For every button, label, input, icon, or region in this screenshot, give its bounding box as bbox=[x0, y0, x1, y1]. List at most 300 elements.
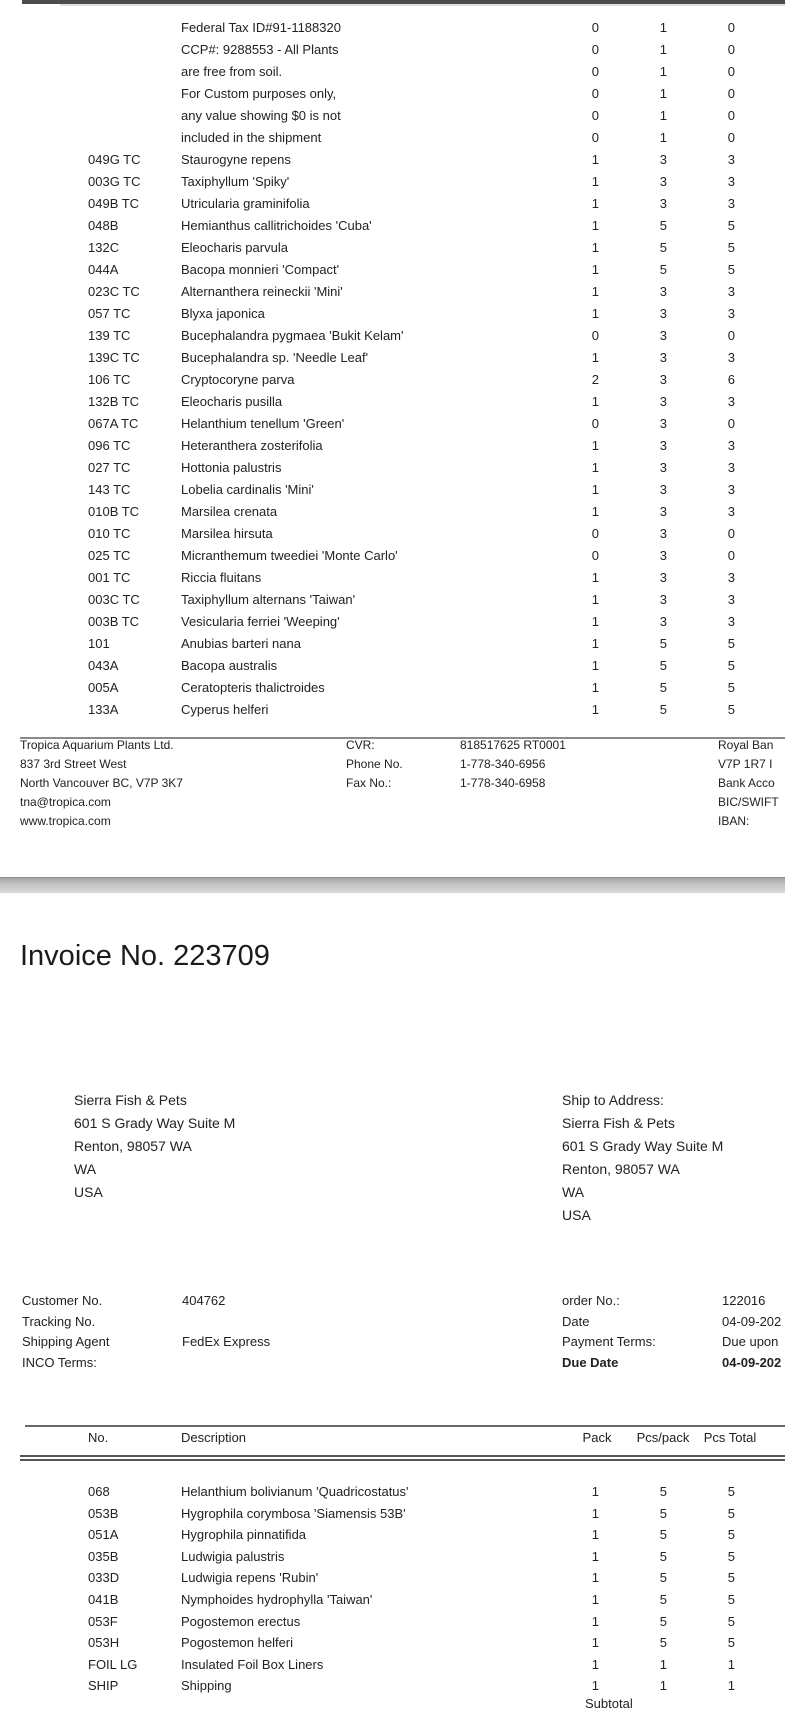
field-value: 1-778-340-6956 bbox=[460, 757, 546, 771]
item-pcs-total: 5 bbox=[727, 636, 735, 651]
item-description: Hygrophila corymbosa 'Siamensis 53B' bbox=[181, 1505, 406, 1521]
table-row bbox=[0, 501, 785, 523]
field-value: Due upon bbox=[722, 1334, 779, 1350]
item-description: Hemianthus callitrichoides 'Cuba' bbox=[181, 218, 372, 233]
item-description: Marsilea crenata bbox=[181, 504, 278, 519]
item-pack: 0 bbox=[591, 130, 599, 145]
item-pack: 1 bbox=[591, 1570, 599, 1586]
item-description: Ceratopteris thalictroides bbox=[181, 680, 325, 695]
item-pcs-total: 5 bbox=[727, 1527, 735, 1543]
item-code: 041B bbox=[88, 1591, 119, 1607]
item-description: Bacopa monnieri 'Compact' bbox=[181, 262, 340, 277]
item-description: Ludwigia palustris bbox=[181, 1548, 285, 1564]
item-pcs-per-pack: 3 bbox=[659, 526, 667, 541]
item-pcs-per-pack: 5 bbox=[659, 1635, 667, 1651]
item-pack: 2 bbox=[591, 372, 599, 387]
field-label: Fax No.: bbox=[346, 776, 392, 790]
item-pcs-per-pack: 3 bbox=[659, 196, 667, 211]
item-description: Cyperus helferi bbox=[181, 702, 269, 717]
table-row bbox=[0, 1546, 785, 1568]
order-info-row bbox=[562, 1291, 766, 1312]
item-pcs-per-pack: 5 bbox=[659, 262, 667, 277]
field-label: Tracking No. bbox=[22, 1313, 96, 1329]
item-description: Heteranthera zosterifolia bbox=[181, 438, 323, 453]
bill-to-line: 601 S Grady Way Suite M bbox=[74, 1115, 236, 1131]
item-pcs-per-pack: 3 bbox=[659, 416, 667, 431]
item-code: 051A bbox=[88, 1527, 119, 1543]
page-separator-band bbox=[0, 877, 785, 893]
items-table-page1 bbox=[0, 17, 785, 721]
item-pcs-per-pack: 3 bbox=[659, 328, 667, 343]
table-row bbox=[0, 1632, 785, 1654]
bill-to-line: WA bbox=[74, 1161, 97, 1177]
item-description: are free from soil. bbox=[181, 64, 283, 79]
table-row bbox=[0, 523, 785, 545]
item-pcs-total: 1 bbox=[727, 1678, 735, 1694]
field-label: Due Date bbox=[562, 1355, 619, 1371]
item-pcs-per-pack: 5 bbox=[659, 1548, 667, 1564]
item-description: Pogostemon helferi bbox=[181, 1635, 294, 1651]
item-pack: 1 bbox=[591, 438, 599, 453]
ship-to-line: Renton, 98057 WA bbox=[562, 1161, 680, 1177]
table-row bbox=[0, 61, 785, 83]
item-pack: 0 bbox=[591, 548, 599, 563]
footer-company-line: 837 3rd Street West bbox=[20, 757, 127, 771]
header-pcs-total: Pcs Total bbox=[703, 1430, 757, 1445]
table-row bbox=[0, 83, 785, 105]
item-description: Cryptocoryne parva bbox=[181, 372, 295, 387]
item-pack: 1 bbox=[591, 262, 599, 277]
item-pack: 0 bbox=[591, 42, 599, 57]
table-row bbox=[0, 369, 785, 391]
item-pack: 0 bbox=[591, 328, 599, 343]
item-description: Staurogyne repens bbox=[181, 152, 291, 167]
item-pcs-total: 1 bbox=[727, 1656, 735, 1672]
item-pcs-per-pack: 3 bbox=[659, 306, 667, 321]
item-pcs-total: 0 bbox=[727, 20, 735, 35]
item-pcs-total: 0 bbox=[727, 548, 735, 563]
item-code: 025 TC bbox=[88, 548, 131, 563]
item-pcs-per-pack: 5 bbox=[659, 1505, 667, 1521]
field-label: Shipping Agent bbox=[22, 1334, 110, 1350]
footer-contact-row bbox=[346, 736, 566, 755]
item-code: 003G TC bbox=[88, 174, 141, 189]
item-pcs-total: 3 bbox=[727, 460, 735, 475]
item-code: 048B bbox=[88, 218, 119, 233]
item-description: Bucephalandra sp. 'Needle Leaf' bbox=[181, 350, 369, 365]
item-description: Vesicularia ferriei 'Weeping' bbox=[181, 614, 340, 629]
item-description: Insulated Foil Box Liners bbox=[181, 1656, 324, 1672]
header-pack: Pack bbox=[582, 1430, 612, 1445]
item-description: any value showing $0 is not bbox=[181, 108, 341, 123]
footer-company-line: North Vancouver BC, V7P 3K7 bbox=[20, 776, 183, 790]
item-pcs-per-pack: 5 bbox=[659, 702, 667, 717]
item-code: 133A bbox=[88, 702, 119, 717]
table-row bbox=[0, 215, 785, 237]
field-label: Payment Terms: bbox=[562, 1334, 656, 1350]
item-description: Marsilea hirsuta bbox=[181, 526, 273, 541]
ship-to-line: Ship to Address: bbox=[562, 1092, 664, 1108]
table-row bbox=[0, 105, 785, 127]
item-description: Alternanthera reineckii 'Mini' bbox=[181, 284, 343, 299]
item-description: Hygrophila pinnatifida bbox=[181, 1527, 307, 1543]
footer-contact-row bbox=[346, 774, 546, 793]
item-pack: 1 bbox=[591, 240, 599, 255]
item-pcs-per-pack: 5 bbox=[659, 680, 667, 695]
table-row bbox=[0, 1654, 785, 1676]
item-code: 139C TC bbox=[88, 350, 140, 365]
order-info-row bbox=[22, 1291, 226, 1312]
table-row bbox=[0, 699, 785, 721]
table-row bbox=[0, 1675, 785, 1697]
order-info-row bbox=[22, 1353, 109, 1374]
item-code: 035B bbox=[88, 1548, 119, 1564]
subtotal-label: Subtotal bbox=[585, 1696, 633, 1711]
item-pack: 0 bbox=[591, 416, 599, 431]
table-row bbox=[0, 677, 785, 699]
field-value: 818517625 RT0001 bbox=[460, 738, 566, 752]
table-row bbox=[0, 633, 785, 655]
item-code: 010B TC bbox=[88, 504, 140, 519]
table-row bbox=[0, 1611, 785, 1633]
footer-bank-block bbox=[718, 736, 779, 831]
item-pcs-per-pack: 5 bbox=[659, 240, 667, 255]
items-table-header bbox=[0, 1427, 785, 1449]
item-pack: 1 bbox=[591, 1505, 599, 1521]
item-pack: 0 bbox=[591, 108, 599, 123]
item-pcs-per-pack: 5 bbox=[659, 1591, 667, 1607]
item-pcs-total: 3 bbox=[727, 284, 735, 299]
table-row bbox=[0, 237, 785, 259]
item-description: Lobelia cardinalis 'Mini' bbox=[181, 482, 314, 497]
item-pcs-per-pack: 5 bbox=[659, 1570, 667, 1586]
item-pcs-total: 3 bbox=[727, 614, 735, 629]
footer-bank-line: Royal Ban bbox=[718, 738, 774, 752]
bill-to-line: Sierra Fish & Pets bbox=[74, 1092, 187, 1108]
footer-bank-line: BIC/SWIFT bbox=[718, 795, 779, 809]
table-row bbox=[0, 1481, 785, 1503]
field-value: 1-778-340-6958 bbox=[460, 776, 546, 790]
item-pcs-per-pack: 1 bbox=[659, 86, 667, 101]
item-pcs-per-pack: 3 bbox=[659, 482, 667, 497]
table-row bbox=[0, 193, 785, 215]
table-row bbox=[0, 1589, 785, 1611]
table-row bbox=[0, 567, 785, 589]
item-pack: 1 bbox=[591, 1527, 599, 1543]
item-code: 053H bbox=[88, 1635, 120, 1651]
footer-company-line: tna@tropica.com bbox=[20, 795, 111, 809]
item-pcs-per-pack: 3 bbox=[659, 372, 667, 387]
order-info-row bbox=[562, 1332, 779, 1353]
item-code: 044A bbox=[88, 262, 119, 277]
item-pack: 1 bbox=[591, 1656, 599, 1672]
ship-to-line: Sierra Fish & Pets bbox=[562, 1115, 675, 1131]
item-pcs-per-pack: 3 bbox=[659, 394, 667, 409]
item-code: 057 TC bbox=[88, 306, 131, 321]
item-pcs-total: 5 bbox=[727, 1548, 735, 1564]
field-value: 122016 bbox=[722, 1293, 766, 1308]
item-code: 132B TC bbox=[88, 394, 140, 409]
table-row bbox=[0, 611, 785, 633]
item-pack: 0 bbox=[591, 526, 599, 541]
table-row bbox=[0, 545, 785, 567]
item-pcs-total: 5 bbox=[727, 1635, 735, 1651]
item-code: 005A bbox=[88, 680, 119, 695]
item-description: Blyxa japonica bbox=[181, 306, 265, 321]
item-description: Riccia fluitans bbox=[181, 570, 262, 585]
table-row bbox=[0, 435, 785, 457]
order-info-row bbox=[22, 1312, 109, 1333]
item-description: Federal Tax ID#91-1188320 bbox=[181, 20, 341, 35]
item-pcs-per-pack: 3 bbox=[659, 504, 667, 519]
field-label: Phone No. bbox=[346, 757, 403, 771]
table-row bbox=[0, 171, 785, 193]
field-value: FedEx Express bbox=[182, 1334, 271, 1350]
table-row bbox=[0, 391, 785, 413]
footer-bank-line: IBAN: bbox=[718, 814, 750, 828]
item-code: 053F bbox=[88, 1613, 118, 1629]
item-description: CCP#: 9288553 - All Plants bbox=[181, 42, 339, 57]
item-pcs-total: 0 bbox=[727, 416, 735, 431]
item-pcs-total: 0 bbox=[727, 42, 735, 57]
item-pcs-per-pack: 3 bbox=[659, 592, 667, 607]
item-pcs-total: 3 bbox=[727, 482, 735, 497]
item-pcs-total: 5 bbox=[727, 218, 735, 233]
item-code: 003C TC bbox=[88, 592, 140, 607]
order-info-right bbox=[562, 1291, 782, 1374]
table-row bbox=[0, 1567, 785, 1589]
item-pack: 0 bbox=[591, 20, 599, 35]
table-row bbox=[0, 1524, 785, 1546]
item-code: 023C TC bbox=[88, 284, 140, 299]
table-row bbox=[0, 589, 785, 611]
item-pcs-per-pack: 1 bbox=[659, 64, 667, 79]
table-row bbox=[0, 259, 785, 281]
item-description: Helanthium tenellum 'Green' bbox=[181, 416, 345, 431]
item-pcs-total: 0 bbox=[727, 526, 735, 541]
bill-to-line: USA bbox=[74, 1184, 103, 1200]
field-value: 04-09-202 bbox=[722, 1355, 782, 1371]
item-pack: 1 bbox=[591, 592, 599, 607]
ship-to-address bbox=[562, 1089, 723, 1227]
item-pcs-per-pack: 3 bbox=[659, 548, 667, 563]
item-pack: 1 bbox=[591, 680, 599, 695]
table-row bbox=[0, 479, 785, 501]
item-pack: 1 bbox=[591, 1591, 599, 1607]
item-description: Bacopa australis bbox=[181, 658, 278, 673]
header-double-rule-top bbox=[20, 1455, 785, 1457]
field-label: Customer No. bbox=[22, 1293, 103, 1308]
ship-to-line: 601 S Grady Way Suite M bbox=[562, 1138, 724, 1154]
footer-bank-line: Bank Acco bbox=[718, 776, 775, 790]
item-pack: 1 bbox=[591, 196, 599, 211]
item-pcs-per-pack: 5 bbox=[659, 1527, 667, 1543]
item-pack: 1 bbox=[591, 1548, 599, 1564]
item-code: 132C bbox=[88, 240, 120, 255]
item-pcs-total: 5 bbox=[727, 680, 735, 695]
item-pcs-total: 5 bbox=[727, 1591, 735, 1607]
items-table-page2 bbox=[0, 1481, 785, 1697]
item-pack: 1 bbox=[591, 306, 599, 321]
ship-to-line: USA bbox=[562, 1207, 591, 1223]
table-row bbox=[0, 325, 785, 347]
item-description: Pogostemon erectus bbox=[181, 1613, 301, 1629]
field-label: CVR: bbox=[346, 738, 375, 752]
item-pcs-per-pack: 3 bbox=[659, 284, 667, 299]
item-pcs-total: 0 bbox=[727, 328, 735, 343]
item-pcs-total: 3 bbox=[727, 438, 735, 453]
item-description: Hottonia palustris bbox=[181, 460, 282, 475]
item-pcs-total: 3 bbox=[727, 174, 735, 189]
item-pack: 1 bbox=[591, 702, 599, 717]
item-pcs-per-pack: 1 bbox=[659, 1656, 667, 1672]
item-description: Taxiphyllum 'Spiky' bbox=[181, 174, 290, 189]
item-description: Eleocharis parvula bbox=[181, 240, 288, 255]
item-pcs-per-pack: 1 bbox=[659, 130, 667, 145]
item-pack: 1 bbox=[591, 504, 599, 519]
order-info-row bbox=[562, 1353, 782, 1374]
field-value: 404762 bbox=[182, 1293, 226, 1308]
field-label: order No.: bbox=[562, 1293, 620, 1308]
bill-to-line: Renton, 98057 WA bbox=[74, 1138, 192, 1154]
item-description: included in the shipment bbox=[181, 130, 322, 145]
item-pcs-total: 5 bbox=[727, 1505, 735, 1521]
item-pack: 0 bbox=[591, 86, 599, 101]
table-row bbox=[0, 1503, 785, 1525]
item-pcs-total: 3 bbox=[727, 394, 735, 409]
item-pack: 1 bbox=[591, 350, 599, 365]
item-pcs-total: 5 bbox=[727, 658, 735, 673]
item-pcs-total: 3 bbox=[727, 570, 735, 585]
bill-to-address bbox=[74, 1089, 235, 1204]
item-code: 049G TC bbox=[88, 152, 141, 167]
item-description: Ludwigia repens 'Rubin' bbox=[181, 1570, 319, 1586]
item-pcs-per-pack: 5 bbox=[659, 1613, 667, 1629]
table-row bbox=[0, 281, 785, 303]
field-value: 04-09-202 bbox=[722, 1313, 782, 1329]
item-pack: 1 bbox=[591, 570, 599, 585]
footer-bank-line: V7P 1R7 I bbox=[718, 757, 773, 771]
item-code: 027 TC bbox=[88, 460, 131, 475]
ship-to-line: WA bbox=[562, 1184, 585, 1200]
order-info-row bbox=[562, 1312, 782, 1333]
item-pcs-per-pack: 5 bbox=[659, 658, 667, 673]
item-pcs-total: 3 bbox=[727, 592, 735, 607]
item-pcs-per-pack: 5 bbox=[659, 218, 667, 233]
item-pack: 1 bbox=[591, 284, 599, 299]
item-pack: 1 bbox=[591, 1635, 599, 1651]
header-no: No. bbox=[88, 1430, 109, 1445]
order-info-row bbox=[22, 1332, 271, 1353]
item-description: Micranthemum tweediei 'Monte Carlo' bbox=[181, 548, 398, 563]
item-pcs-per-pack: 1 bbox=[659, 42, 667, 57]
item-pack: 1 bbox=[591, 152, 599, 167]
item-pack: 1 bbox=[591, 218, 599, 233]
item-pcs-per-pack: 1 bbox=[659, 108, 667, 123]
item-pcs-per-pack: 3 bbox=[659, 570, 667, 585]
item-pcs-total: 6 bbox=[727, 372, 735, 387]
table-row bbox=[0, 303, 785, 325]
item-code: SHIP bbox=[88, 1678, 119, 1694]
field-label: INCO Terms: bbox=[22, 1355, 97, 1371]
item-code: 143 TC bbox=[88, 482, 131, 497]
field-label: Date bbox=[562, 1313, 590, 1329]
item-pack: 1 bbox=[591, 1484, 599, 1499]
header-pcs-per-pack: Pcs/pack bbox=[636, 1430, 690, 1445]
table-row bbox=[0, 413, 785, 435]
invoice-title: Invoice No. 223709 bbox=[20, 940, 270, 972]
item-pcs-total: 3 bbox=[727, 152, 735, 167]
item-pcs-per-pack: 3 bbox=[659, 438, 667, 453]
item-pcs-per-pack: 5 bbox=[659, 1484, 667, 1499]
item-pcs-per-pack: 3 bbox=[659, 614, 667, 629]
header-double-rule-bottom bbox=[20, 1459, 785, 1461]
item-pcs-total: 3 bbox=[727, 504, 735, 519]
item-code: 101 bbox=[88, 636, 110, 651]
item-pack: 1 bbox=[591, 614, 599, 629]
item-pcs-per-pack: 1 bbox=[659, 1678, 667, 1694]
item-pack: 1 bbox=[591, 482, 599, 497]
invoice-page-2 bbox=[0, 893, 785, 1719]
table-row bbox=[0, 39, 785, 61]
item-code: 106 TC bbox=[88, 372, 131, 387]
item-description: Nymphoides hydrophylla 'Taiwan' bbox=[181, 1591, 373, 1607]
table-row bbox=[0, 655, 785, 677]
item-description: Anubias barteri nana bbox=[181, 636, 301, 651]
item-pcs-per-pack: 1 bbox=[659, 20, 667, 35]
item-pcs-total: 5 bbox=[727, 262, 735, 277]
item-pcs-total: 3 bbox=[727, 196, 735, 211]
footer-contact-block bbox=[346, 736, 566, 793]
item-pcs-total: 5 bbox=[727, 1613, 735, 1629]
item-pcs-total: 0 bbox=[727, 108, 735, 123]
item-pack: 1 bbox=[591, 1678, 599, 1694]
table-row bbox=[0, 149, 785, 171]
order-info-left bbox=[22, 1291, 271, 1374]
item-pcs-total: 0 bbox=[727, 130, 735, 145]
item-description: Eleocharis pusilla bbox=[181, 394, 283, 409]
item-description: Taxiphyllum alternans 'Taiwan' bbox=[181, 592, 356, 607]
item-description: Helanthium bolivianum 'Quadricostatus' bbox=[181, 1484, 409, 1499]
item-code: 003B TC bbox=[88, 614, 140, 629]
item-description: Shipping bbox=[181, 1678, 232, 1694]
footer-company-line: Tropica Aquarium Plants Ltd. bbox=[20, 738, 174, 752]
item-description: Bucephalandra pygmaea 'Bukit Kelam' bbox=[181, 328, 404, 343]
item-pack: 0 bbox=[591, 64, 599, 79]
item-pack: 1 bbox=[591, 174, 599, 189]
item-pcs-total: 5 bbox=[727, 1570, 735, 1586]
item-pack: 1 bbox=[591, 1613, 599, 1629]
item-pcs-total: 0 bbox=[727, 64, 735, 79]
item-pcs-per-pack: 3 bbox=[659, 350, 667, 365]
item-pcs-per-pack: 3 bbox=[659, 460, 667, 475]
item-code: FOIL LG bbox=[88, 1656, 138, 1672]
item-code: 010 TC bbox=[88, 526, 131, 541]
item-description: Utricularia graminifolia bbox=[181, 196, 310, 211]
item-code: 067A TC bbox=[88, 416, 139, 431]
item-code: 096 TC bbox=[88, 438, 131, 453]
item-code: 001 TC bbox=[88, 570, 131, 585]
item-pcs-per-pack: 3 bbox=[659, 174, 667, 189]
item-pcs-total: 3 bbox=[727, 306, 735, 321]
table-row bbox=[0, 127, 785, 149]
item-description: For Custom purposes only, bbox=[181, 86, 337, 101]
footer-contact-row bbox=[346, 755, 546, 774]
item-pack: 1 bbox=[591, 394, 599, 409]
item-pack: 1 bbox=[591, 636, 599, 651]
item-pcs-total: 5 bbox=[727, 1484, 735, 1499]
item-pcs-total: 5 bbox=[727, 702, 735, 717]
